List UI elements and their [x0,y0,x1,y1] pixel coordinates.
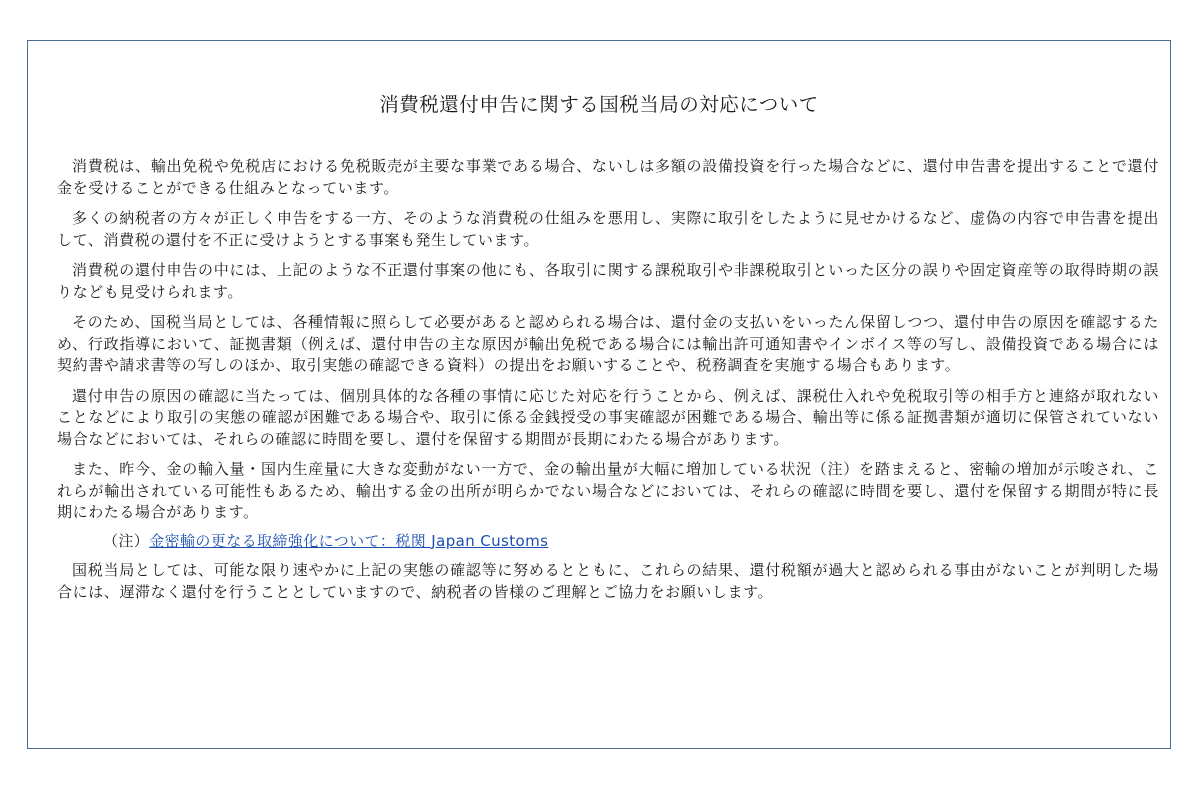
paragraph-verification: 還付申告の原因の確認に当たっては、個別具体的な各種の事情に応じた対応を行うことから、例えば、課税仕入れや免税取引等の相手方と連絡が取れないことなどにより取引の実態の確認が困難である場合や、取引に係る金銭授受の事実確認が困難である場合、輸出等に係る証拠書類が適切に保管されていない場合などにおいては、それらの確認に時間を要し、還付を保留する期間が長期にわたる場合があります。 [57,386,1159,448]
paragraph-response: そのため、国税当局としては、各種情報に照らして必要があると認められる場合は、還付金の支払いをいったん保留しつつ、還付申告の原因を確認するため、行政指導において、証拠書類（例えば、還付申告の主な原因が輸出免税である場合には輸出許可通知書やインボイス等の写し、設備投資である場合には契約書や請求書等の写しのほか、取引実態の確認できる資料）の提出をお願いすることや、税務調査を実施する場合もあります。 [57,313,1159,374]
footnote-prefix: （注） [103,531,150,550]
document-body [57,156,1159,612]
document-frame [27,40,1171,749]
customs-link[interactable]: 金密輸の更なる取締強化について：税関 Japan Customs [149,531,549,550]
paragraph-gold: また、昨今、金の輸入量・国内生産量に大きな変動がない一方で、金の輸出量が大幅に増加している状況（注）を踏まえると、密輸の増加が示唆され、これらが輸出されている可能性もあるため、輸出する金の出所が明らかでない場合などにおいては、それらの確認に時間を要し、還付を保留する期間が特に長期にわたる場合があります。 [57,460,1159,521]
paragraph-fraud: 多くの納税者の方々が正しく申告をする一方、そのような消費税の仕組みを悪用し、実際に取引をしたように見せかけるなど、虚偽の内容で申告書を提出して、消費税の還付を不正に受けようとする事案も発生しています。 [57,209,1159,249]
paragraph-errors: 消費税の還付申告の中には、上記のような不正還付事案の他にも、各取引に関する課税取引や非課税取引といった区分の誤りや固定資産等の取得時期の誤りなども見受けられます。 [57,261,1159,301]
paragraph-closing: 国税当局としては、可能な限り速やかに上記の実態の確認等に努めるとともに、これらの結果、還付税額が過大と認められる事由がないことが判明した場合には、遅滞なく還付を行うこととしていますので、納税者の皆様のご理解とご協力をお願いします。 [57,561,1159,601]
footnote [57,531,1159,553]
page-title: 消費税還付申告に関する国税当局の対応について [379,93,819,116]
paragraph-intro: 消費税は、輸出免税や免税店における免税販売が主要な事業である場合、ないしは多額の設備投資を行った場合などに、還付申告書を提出することで還付金を受けることができる仕組みとなっています。 [57,157,1159,197]
